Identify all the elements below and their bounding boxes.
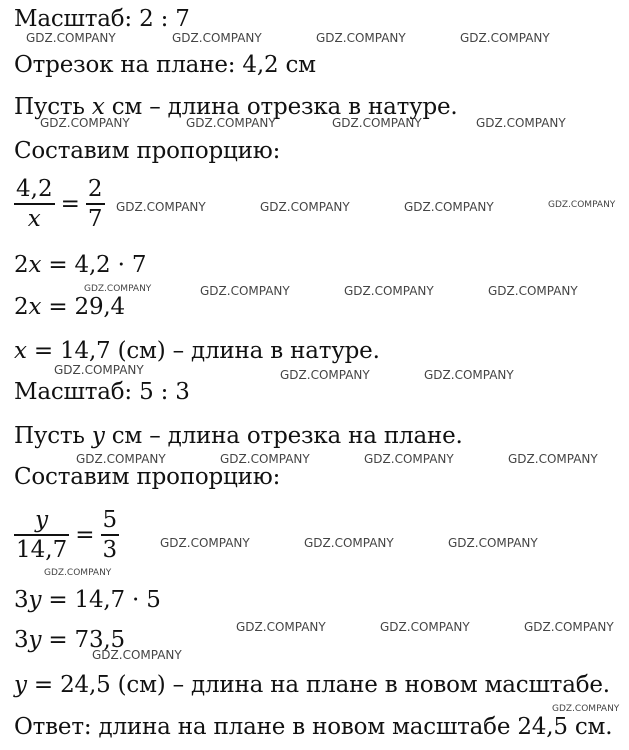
watermark: GDZ.COMPANY: [332, 116, 422, 130]
watermark: GDZ.COMPANY: [448, 536, 538, 550]
variable-y: y: [28, 627, 42, 653]
watermark: GDZ.COMPANY: [524, 620, 614, 634]
variable-y: y: [28, 587, 42, 613]
result-x-text: = 14,7 (см) – длина в натуре.: [26, 338, 380, 364]
make-proportion-line-1: Составим пропорцию:: [14, 138, 281, 164]
watermark: GDZ.COMPANY: [404, 200, 494, 214]
variable-x: x: [28, 252, 42, 278]
fraction-numerator: y: [35, 507, 49, 533]
watermark: GDZ.COMPANY: [236, 620, 326, 634]
watermark: GDZ.COMPANY: [460, 31, 550, 45]
variable-x: x: [28, 294, 42, 320]
watermark: GDZ.COMPANY: [116, 200, 206, 214]
variable-y: y: [91, 423, 105, 449]
fraction-denominator: 3: [102, 537, 118, 563]
variable-x: x: [14, 338, 27, 364]
rhs: = 4,2 · 7: [41, 252, 147, 278]
segment-on-plan-line: Отрезок на плане: 4,2 см: [14, 52, 316, 78]
watermark: GDZ.COMPANY: [380, 620, 470, 634]
watermark: GDZ.COMPANY: [40, 116, 130, 130]
coef: 3: [14, 587, 29, 613]
watermark: GDZ.COMPANY: [172, 31, 262, 45]
result-x-line: [14, 336, 380, 366]
result-y-line: [14, 670, 610, 700]
fraction-right-2: [101, 506, 120, 564]
let-x-suffix: см – длина отрезка в натуре.: [104, 94, 458, 120]
equals-sign: =: [75, 522, 95, 548]
watermark: GDZ.COMPANY: [488, 284, 578, 298]
let-y-line: [14, 421, 463, 451]
watermark: GDZ.COMPANY: [186, 116, 276, 130]
let-x-prefix: Пусть: [14, 94, 92, 120]
watermark: GDZ.COMPANY: [552, 704, 620, 714]
watermark: GDZ.COMPANY: [220, 452, 310, 466]
variable-x: x: [91, 94, 105, 120]
fraction-numerator: 5: [102, 507, 118, 533]
watermark: GDZ.COMPANY: [44, 568, 112, 578]
proportion-2: [14, 506, 119, 564]
result-y-text: = 24,5 (см) – длина на плане в новом масштабе.: [26, 672, 610, 698]
watermark: GDZ.COMPANY: [92, 648, 182, 662]
rhs: = 29,4: [41, 294, 125, 320]
fraction-denominator: 7: [87, 206, 103, 232]
make-proportion-line-2: Составим пропорцию:: [14, 464, 281, 490]
fraction-right-1: [86, 175, 105, 233]
variable-y: y: [14, 672, 27, 698]
watermark: GDZ.COMPANY: [364, 452, 454, 466]
equation-a1: [14, 250, 146, 280]
watermark: GDZ.COMPANY: [316, 31, 406, 45]
watermark: GDZ.COMPANY: [200, 284, 290, 298]
coef: 2: [14, 252, 29, 278]
answer-line: Ответ: длина на плане в новом масштабе 24,5 см.: [14, 714, 613, 740]
rhs: = 14,7 · 5: [41, 587, 161, 613]
watermark: GDZ.COMPANY: [424, 368, 514, 382]
watermark: GDZ.COMPANY: [344, 284, 434, 298]
watermark: GDZ.COMPANY: [260, 200, 350, 214]
watermark: GDZ.COMPANY: [548, 200, 616, 210]
equation-a2: [14, 292, 125, 322]
watermark: GDZ.COMPANY: [280, 368, 370, 382]
scale-line-2: Масштаб: 5 : 3: [14, 379, 190, 405]
watermark: GDZ.COMPANY: [54, 363, 144, 377]
fraction-left-1: [14, 175, 55, 233]
fraction-denominator: 14,7: [16, 537, 68, 563]
watermark: GDZ.COMPANY: [476, 116, 566, 130]
coef: 2: [14, 294, 29, 320]
fraction-left-2: [14, 506, 69, 564]
let-y-suffix: см – длина отрезка на плане.: [104, 423, 463, 449]
watermark: GDZ.COMPANY: [160, 536, 250, 550]
rhs: = 73,5: [41, 627, 125, 653]
fraction-denominator: x: [27, 206, 41, 232]
proportion-1: [14, 175, 105, 233]
watermark: GDZ.COMPANY: [84, 284, 152, 294]
fraction-numerator: 2: [87, 176, 103, 202]
watermark: GDZ.COMPANY: [508, 452, 598, 466]
coef: 3: [14, 627, 29, 653]
watermark: GDZ.COMPANY: [304, 536, 394, 550]
equals-sign: =: [60, 191, 80, 217]
equation-b1: [14, 585, 161, 615]
scale-line-1: Масштаб: 2 : 7: [14, 6, 190, 32]
watermark: GDZ.COMPANY: [26, 31, 116, 45]
let-y-prefix: Пусть: [14, 423, 92, 449]
fraction-numerator: 4,2: [16, 176, 53, 202]
watermark: GDZ.COMPANY: [76, 452, 166, 466]
